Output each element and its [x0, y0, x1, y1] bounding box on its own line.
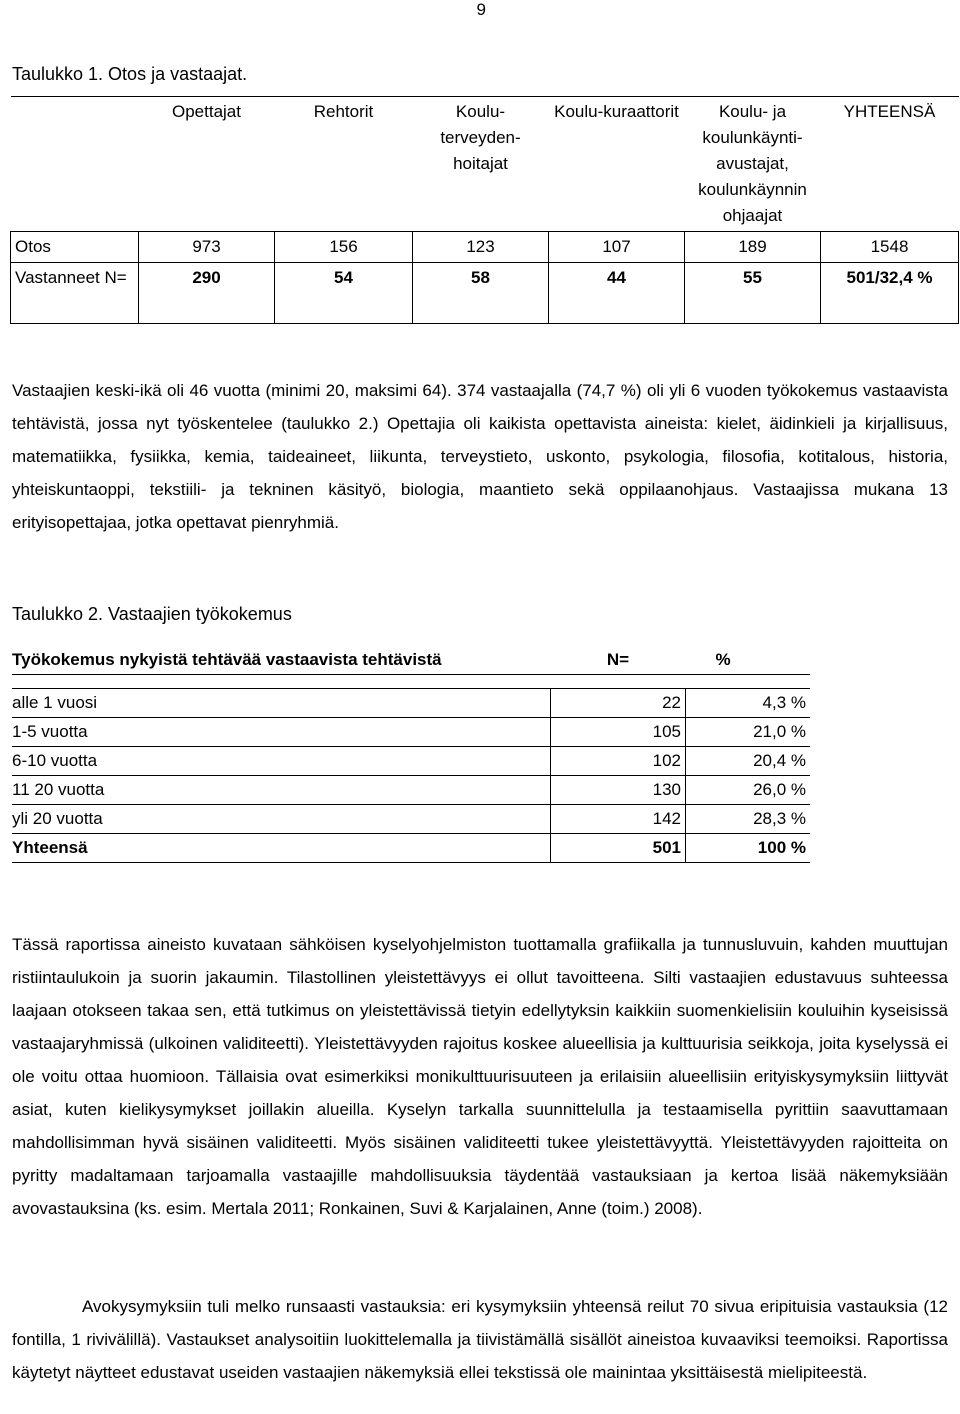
- table1-header: Koulu- ja koulunkäynti-avustajat, koulunkäynnin ohjaajat: [685, 97, 821, 232]
- table2-row-pct: 28,3 %: [686, 805, 811, 834]
- table2-row-label: yli 20 vuotta: [12, 805, 551, 834]
- paragraph-open-questions: Avokysymyksiin tuli melko runsaasti vastauksia: eri kysymyksiin yhteensä reilut 70 sivua eripituisia vastauksia (12 fontilla, 1 rivivälillä). Vastaukset analysoitiin luokittelemalla ja tiivistämällä sisällöt aineistoa kuvaaviksi teemoiksi. Raportissa käytetyt näytteet edustavat useiden vastaajien näkemyksiä ellei tekstissä ole mainintaa yksittäisestä mielipiteestä.: [12, 1297, 948, 1382]
- table1-cell: 107: [549, 232, 685, 263]
- table1-header: YHTEENSÄ: [821, 97, 959, 232]
- table2-caption: Taulukko 2. Vastaajien työkokemus: [12, 604, 292, 624]
- table1-row-otos: [11, 232, 959, 263]
- table1-caption: Taulukko 1. Otos ja vastaajat.: [12, 64, 248, 84]
- table2-total-pct: 100 %: [686, 834, 811, 863]
- table1-cell: 44: [549, 263, 685, 324]
- table2-header-n: N=: [551, 646, 686, 675]
- table1-row-label: Vastanneet N=: [11, 263, 139, 324]
- table1-cell: 1548: [821, 232, 959, 263]
- table1-cell: 501/32,4 %: [821, 263, 959, 324]
- table-row: [12, 689, 810, 718]
- table1-cell: 54: [275, 263, 413, 324]
- table2-header-pct: %: [686, 646, 811, 675]
- table-row: [12, 805, 810, 834]
- table2-row-pct: 26,0 %: [686, 776, 811, 805]
- table2-row-n: 130: [551, 776, 686, 805]
- table-row: [12, 718, 810, 747]
- table2-row-pct: 4,3 %: [686, 689, 811, 718]
- table2-row-pct: 20,4 %: [686, 747, 811, 776]
- table2-row-label: 11 20 vuotta: [12, 776, 551, 805]
- page-number: 9: [476, 0, 486, 19]
- table1-header: Opettajat: [139, 97, 275, 232]
- table2-total-row: [12, 834, 810, 863]
- table-row: [12, 776, 810, 805]
- table1-cell: 55: [685, 263, 821, 324]
- paragraph-respondents: Vastaajien keski-ikä oli 46 vuotta (minimi 20, maksimi 64). 374 vastaajalla (74,7 %) oli yli 6 vuoden työkokemus vastaavista tehtävistä, jossa nyt työskentelee (taulukko 2.) Opettajia oli kaikista opettavista aineista: kielet, äidinkieli ja kirjallisuus, matematiikka, fysiikka, kemia, taideaineet, liikunta, terveystieto, uskonto, psykologia, filosofia, kotitalous, historia, yhteiskuntaoppi, tekstiili- ja tekninen käsityö, biologia, maantieto sekä oppilaanohjaus. Vastaajissa mukana 13 erityisopettajaa, jotka opettavat pienryhmiä.: [12, 381, 948, 532]
- table2-row-pct: 21,0 %: [686, 718, 811, 747]
- paragraph-methods: Tässä raportissa aineisto kuvataan sähköisen kyselyohjelmiston tuottamalla grafiikalla ja tunnusluvuin, kahden muuttujan ristiintaulukoin ja suorin jakaumin. Tilastollinen yleistettävyys ei ollut tavoitteena. Silti vastaajien edustavuus suhteessa laajaan otokseen takaa sen, että tutkimus on yleistettävissä tietyin edellytyksin kaikkiin suomenkielisiin kouluihin kyseisissä vastaajaryhmissä (ulkoinen validiteetti). Yleistettävyyden rajoitus koskee alueellisia ja kulttuurisia seikkoja, joita kyselyssä ei ole voitu ottaa huomioon. Tällaisia ovat esimerkiksi monikulttuurisuuteen ja erilaisiin alueellisiin erityiskysymyksiin liittyvät asiat, kuten kielikysymykset joillakin alueilla. Kyselyn tarkalla suunnittelulla ja testaamisella pyrittiin saavuttamaan mahdollisimman hyvä sisäinen validiteetti. Myös sisäinen validiteetti tukee yleistettävyyttä. Yleistettävyyden rajoitteita on pyritty madaltamaan tarjoamalla vastaajille mahdollisuuksia täydentää vastauksiaan ja kertoa lisää näkemyksiään avovastauksina (ks. esim. Mertala 2011; Ronkainen, Suvi & Karjalainen, Anne (toim.) 2008).: [12, 935, 948, 1218]
- table2-row-label: 1-5 vuotta: [12, 718, 551, 747]
- table1-cell: 123: [413, 232, 549, 263]
- table2-total-label: Yhteensä: [12, 834, 551, 863]
- table1-cell: 189: [685, 232, 821, 263]
- table1-row-vastanneet: [11, 263, 959, 324]
- table2-header-label: Työkokemus nykyistä tehtävää vastaavista tehtävistä: [12, 646, 551, 675]
- table2-row-n: 105: [551, 718, 686, 747]
- table1-header-row: [11, 97, 959, 232]
- table2-row-label: alle 1 vuosi: [12, 689, 551, 718]
- table1-header: Rehtorit: [275, 97, 413, 232]
- table1-cell: 58: [413, 263, 549, 324]
- table2-row-label: 6-10 vuotta: [12, 747, 551, 776]
- table2-header-row: [12, 646, 810, 675]
- work-experience-table: [12, 646, 810, 863]
- table-row: [12, 747, 810, 776]
- table2-row-n: 142: [551, 805, 686, 834]
- table1-corner-cell: [11, 97, 139, 232]
- table1-cell: 156: [275, 232, 413, 263]
- table2-total-n: 501: [551, 834, 686, 863]
- table1-row-label: Otos: [11, 232, 139, 263]
- table1-header: Koulu-terveyden-hoitajat: [413, 97, 549, 232]
- table1-cell: 290: [139, 263, 275, 324]
- table2-row-n: 22: [551, 689, 686, 718]
- table2-row-n: 102: [551, 747, 686, 776]
- sample-table: [10, 96, 959, 324]
- table1-header: Koulu-kuraattorit: [549, 97, 685, 232]
- table1-cell: 973: [139, 232, 275, 263]
